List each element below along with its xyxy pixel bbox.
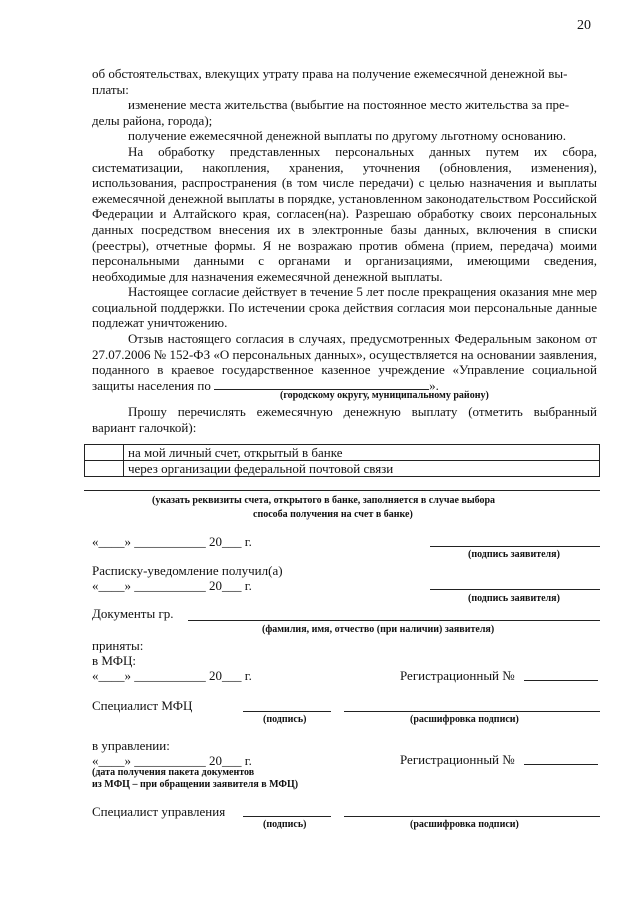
district-note: (городскому округу, муниципальному району)	[280, 390, 489, 401]
mfc-signature-field[interactable]	[243, 711, 331, 712]
signature-note: (подпись)	[263, 819, 307, 830]
text-line: платы:	[92, 82, 129, 97]
receipt-label: Расписку-уведомление получил(а)	[92, 563, 283, 578]
revocation-paragraph	[92, 331, 597, 393]
revocation-end: ».	[429, 377, 439, 393]
dept-decode-field[interactable]	[344, 816, 600, 817]
date-field[interactable]: «____» ___________ 20___ г.	[92, 668, 252, 683]
option-label: на мой личный счет, открытый в банке	[124, 445, 600, 461]
page-number: 20	[577, 18, 591, 33]
applicant-signature-field[interactable]	[430, 546, 600, 547]
option-checkbox[interactable]	[85, 461, 124, 477]
bank-note: (указать реквизиты счета, открытого в банке, заполняется в случае выбора	[152, 495, 496, 506]
bank-note: способа получения на счет в банке)	[253, 509, 413, 520]
text-line: изменение места жительства (выбытие на постоянное место жительства за пре-	[128, 97, 570, 112]
registration-field[interactable]	[524, 764, 598, 765]
term-paragraph: Настоящее согласие действует в течение 5 лет после прекращения оказания мне мер социальной поддержки. По истечении срока действия согласия мои персональные данные подлежат уничтожению.	[92, 284, 597, 331]
decode-note: (расшифровка подписи)	[410, 714, 519, 725]
fio-field[interactable]	[188, 620, 600, 621]
registration-label: Регистрационный №	[400, 668, 515, 683]
payment-options-table	[84, 444, 600, 477]
dept-label: в управлении:	[92, 738, 170, 753]
text-line: об обстоятельствах, влекущих утрату права на получение ежемесячной денежной вы-	[92, 66, 568, 81]
signature-note: (подпись заявителя)	[468, 549, 560, 560]
fio-note: (фамилия, имя, отчество (при наличии) заявителя)	[262, 624, 495, 635]
option-row	[85, 445, 600, 461]
dept-note: (дата получения пакета документов	[92, 767, 255, 778]
option-row	[85, 461, 600, 477]
bank-details-field[interactable]	[84, 490, 600, 491]
dept-note: из МФЦ – при обращении заявителя в МФЦ)	[92, 779, 299, 790]
decode-note: (расшифровка подписи)	[410, 819, 519, 830]
signature-note: (подпись)	[263, 714, 307, 725]
applicant-signature-field[interactable]	[430, 589, 600, 590]
consent-paragraph: На обработку представленных персональных данных путем их сбора, систематизации, накопления, хранения, уточнения (обновления, изменения), использования, распространения (в том числе передачи) с целью назначения и выплаты ежемесячной денежной выплаты в порядке, установленном законодательством Российской Федерации и Алтайского края, согласен(на). Разрешаю обработку своих персональных данных посредством внесения их в электронные базы данных, включения в списки (реестры), отчетные формы. Я не возражаю против обмена (прием, передача) моими персональными данными с органами и организациями, имеющими сведения, необходимые для назначения ежемесячной денежной выплаты.	[92, 144, 597, 284]
date-field[interactable]: «____» ___________ 20___ г.	[92, 578, 252, 593]
date-field[interactable]: «____» ___________ 20___ г.	[92, 753, 252, 768]
dept-specialist-label: Специалист управления	[92, 804, 226, 819]
registration-label: Регистрационный №	[400, 752, 515, 767]
transfer-paragraph: Прошу перечислять ежемесячную денежную выплату (отметить выбранный вариант галочкой):	[92, 404, 597, 435]
mfc-label: в МФЦ:	[92, 653, 137, 668]
accepted-label: приняты:	[92, 638, 144, 653]
date-field[interactable]: «____» ___________ 20___ г.	[92, 534, 252, 549]
mfc-decode-field[interactable]	[344, 711, 600, 712]
registration-field[interactable]	[524, 680, 598, 681]
district-field[interactable]	[214, 378, 429, 390]
revocation-text: Отзыв настоящего согласия в случаях, предусмотренных Федеральным законом от 27.07.2006 № 152-ФЗ «О персональных данных», осуществляется на основании заявления, поданного в краевое государственное казенное учреждение «Управление социальной защиты населения по	[92, 331, 597, 393]
text-line: получение ежемесячной денежной выплаты по другому льготному основанию.	[128, 128, 566, 143]
mfc-specialist-label: Специалист МФЦ	[92, 698, 193, 713]
text-line: делы района, города);	[92, 113, 213, 128]
dept-signature-field[interactable]	[243, 816, 331, 817]
documents-label: Документы гр.	[92, 606, 174, 621]
signature-note: (подпись заявителя)	[468, 593, 560, 604]
option-checkbox[interactable]	[85, 445, 124, 461]
option-label: через организации федеральной почтовой связи	[124, 461, 600, 477]
